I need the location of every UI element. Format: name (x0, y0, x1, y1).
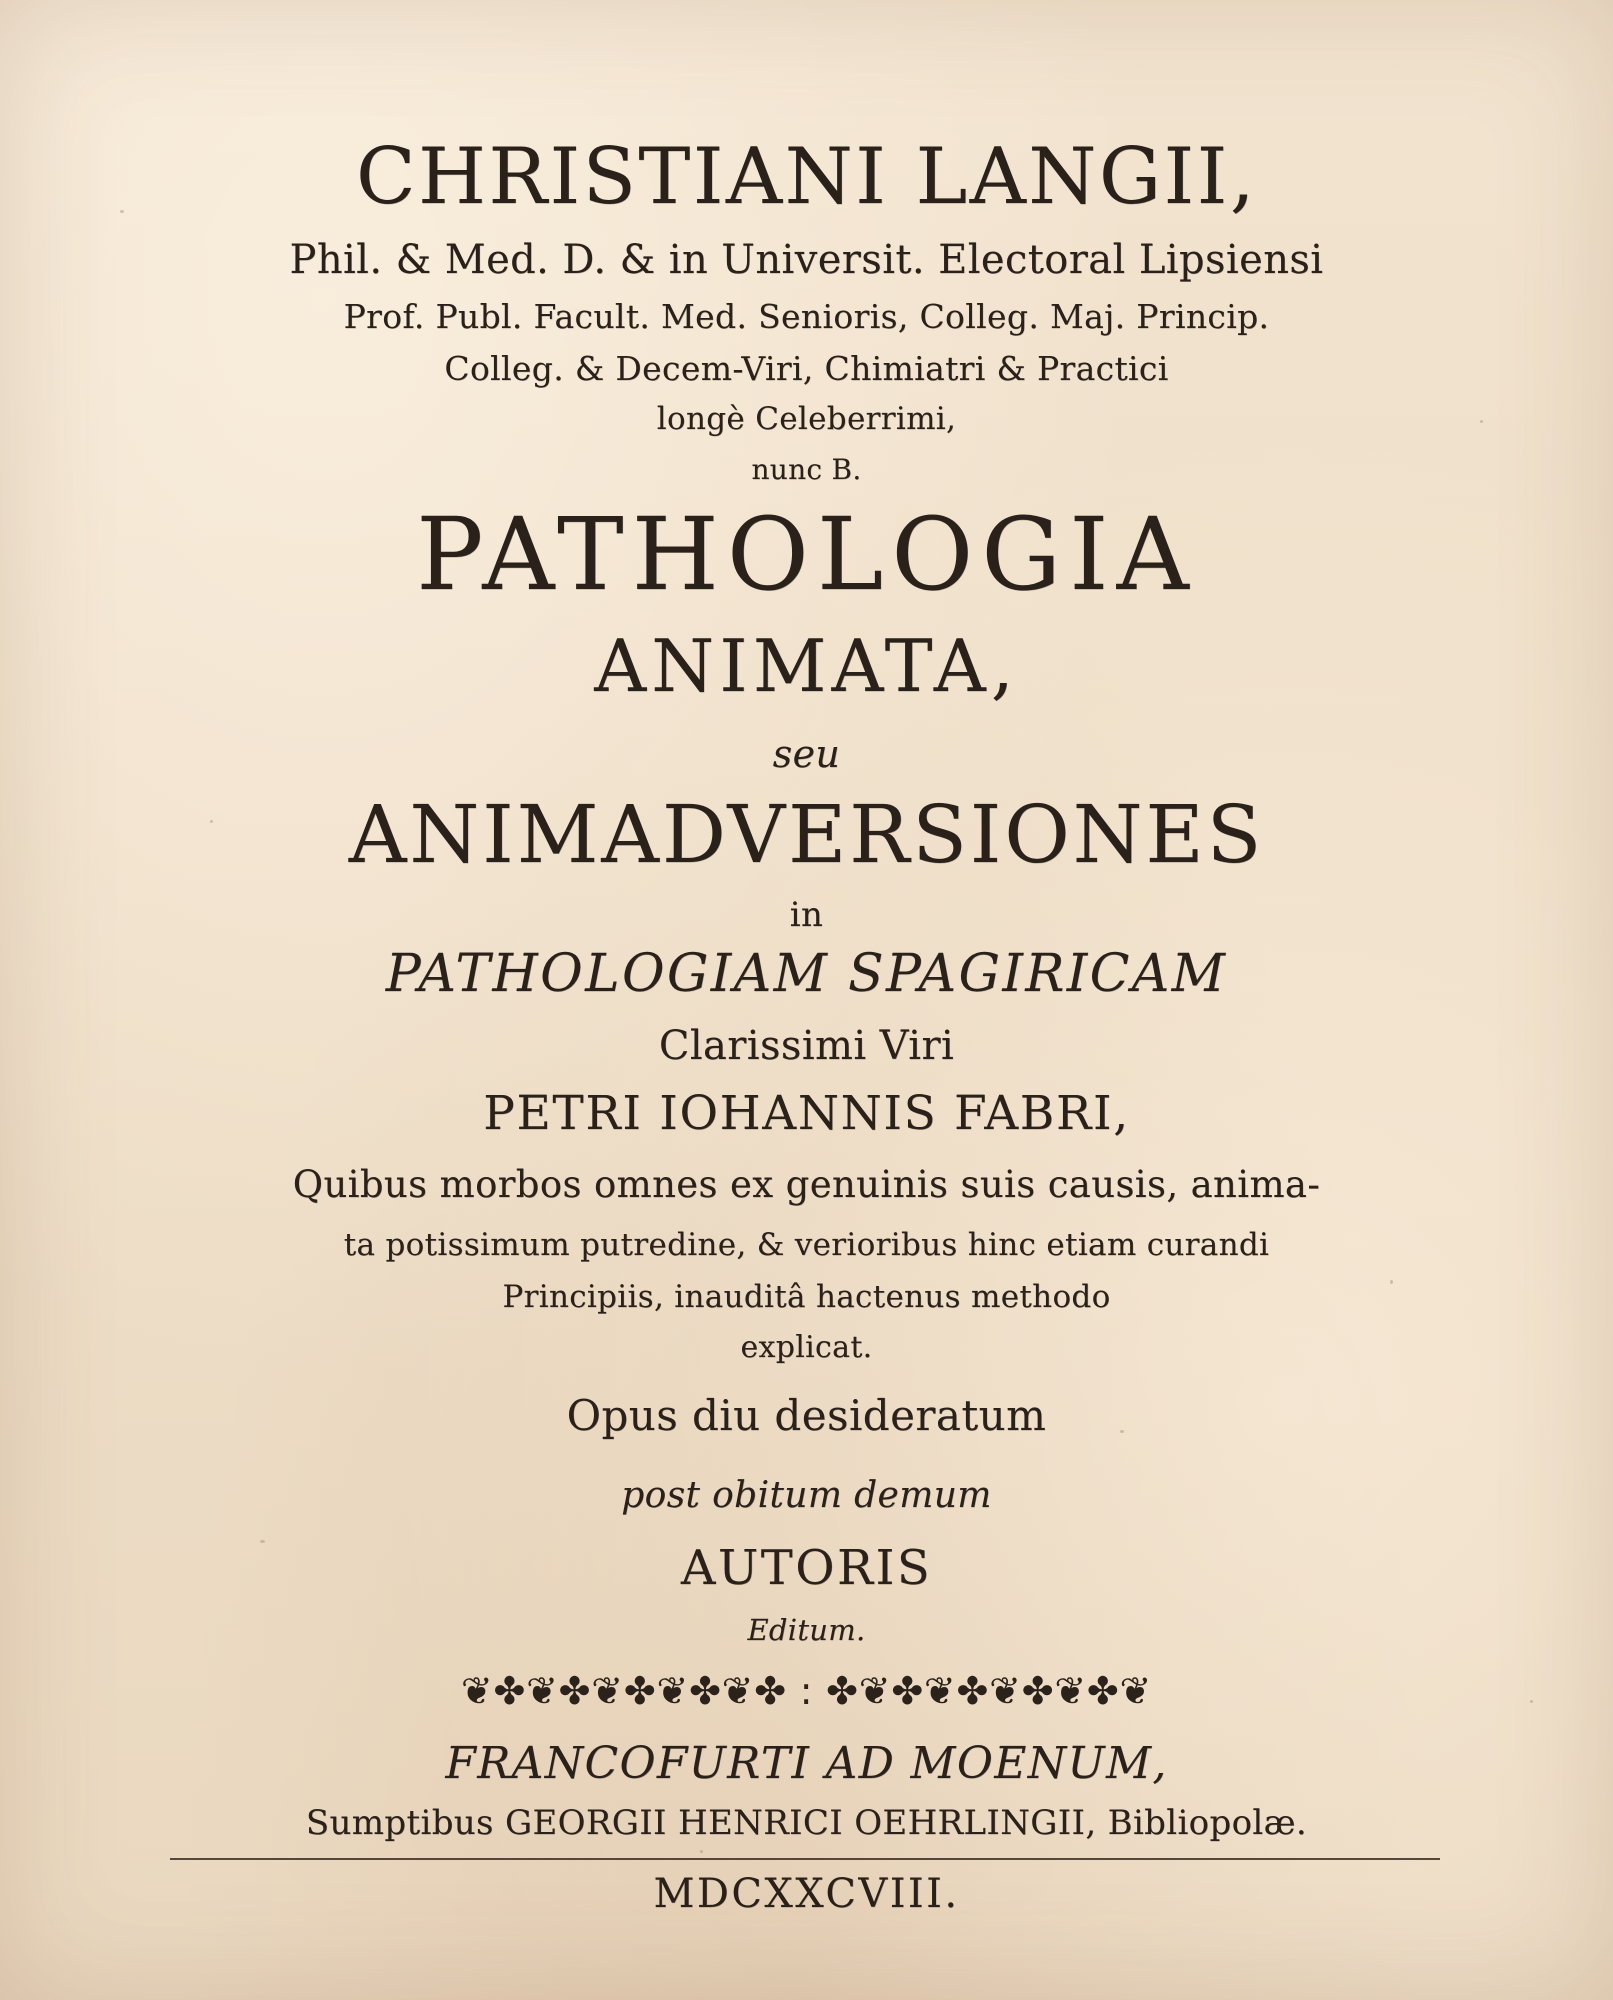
paper-speck (700, 1850, 703, 1853)
main-title-animata: ANIMATA, (594, 624, 1019, 708)
credentials-line-3: Colleg. & Decem-Viri, Chimiatri & Practici (444, 349, 1169, 388)
credentials-line-2: Prof. Publ. Facult. Med. Senioris, Colleg. Maj. Princip. (343, 297, 1270, 336)
subject-author: PETRI IOHANNIS FABRI, (483, 1086, 1130, 1141)
description-line-3: Principiis, inauditâ hactenus methodo (502, 1279, 1111, 1315)
credentials-line-5: nunc B. (751, 453, 862, 486)
description-line-4: explicat. (740, 1330, 873, 1365)
paper-speck (260, 1540, 265, 1543)
connector-in: in (789, 895, 824, 935)
post-obitum: post obitum demum (621, 1475, 992, 1516)
main-title-pathologia: PATHOLOGIA (416, 496, 1197, 613)
connector-seu: seu (772, 732, 841, 776)
main-title-animadversiones: ANIMADVERSIONES (348, 788, 1265, 881)
clarissimi-viri: Clarissimi Viri (658, 1023, 955, 1069)
imprint-rule (170, 1858, 1440, 1860)
ornament-border: ❦✤❦✤❦✤❦✤❦✤ : ✤❦✤❦✤❦✤❦✤❦ (460, 1669, 1153, 1713)
publisher-line: Sumptibus GEORGII HENRICI OEHRLINGII, Bibliopolæ. (305, 1803, 1308, 1843)
publication-year: MDCXXCVIII. (653, 1871, 960, 1917)
publication-place: FRANCOFURTI AD MOENUM, (445, 1738, 1168, 1789)
subject-title: PATHOLOGIAM SPAGIRICAM (385, 944, 1228, 1004)
credentials-line-4: longè Celeberrimi, (656, 401, 957, 437)
author-name: CHRISTIANI LANGII, (356, 132, 1257, 222)
editum: Editum. (747, 1613, 866, 1647)
autoris: AUTORIS (680, 1540, 933, 1596)
description-line-1: Quibus morbos omnes ex genuinis suis causis, anima- (292, 1163, 1321, 1206)
opus-desideratum: Opus diu desideratum (566, 1391, 1047, 1440)
credentials-line-1: Phil. & Med. D. & in Universit. Electoral Lipsiensi (289, 237, 1324, 283)
description-line-2: ta potissimum putredine, & verioribus hinc etiam curandi (343, 1227, 1270, 1263)
